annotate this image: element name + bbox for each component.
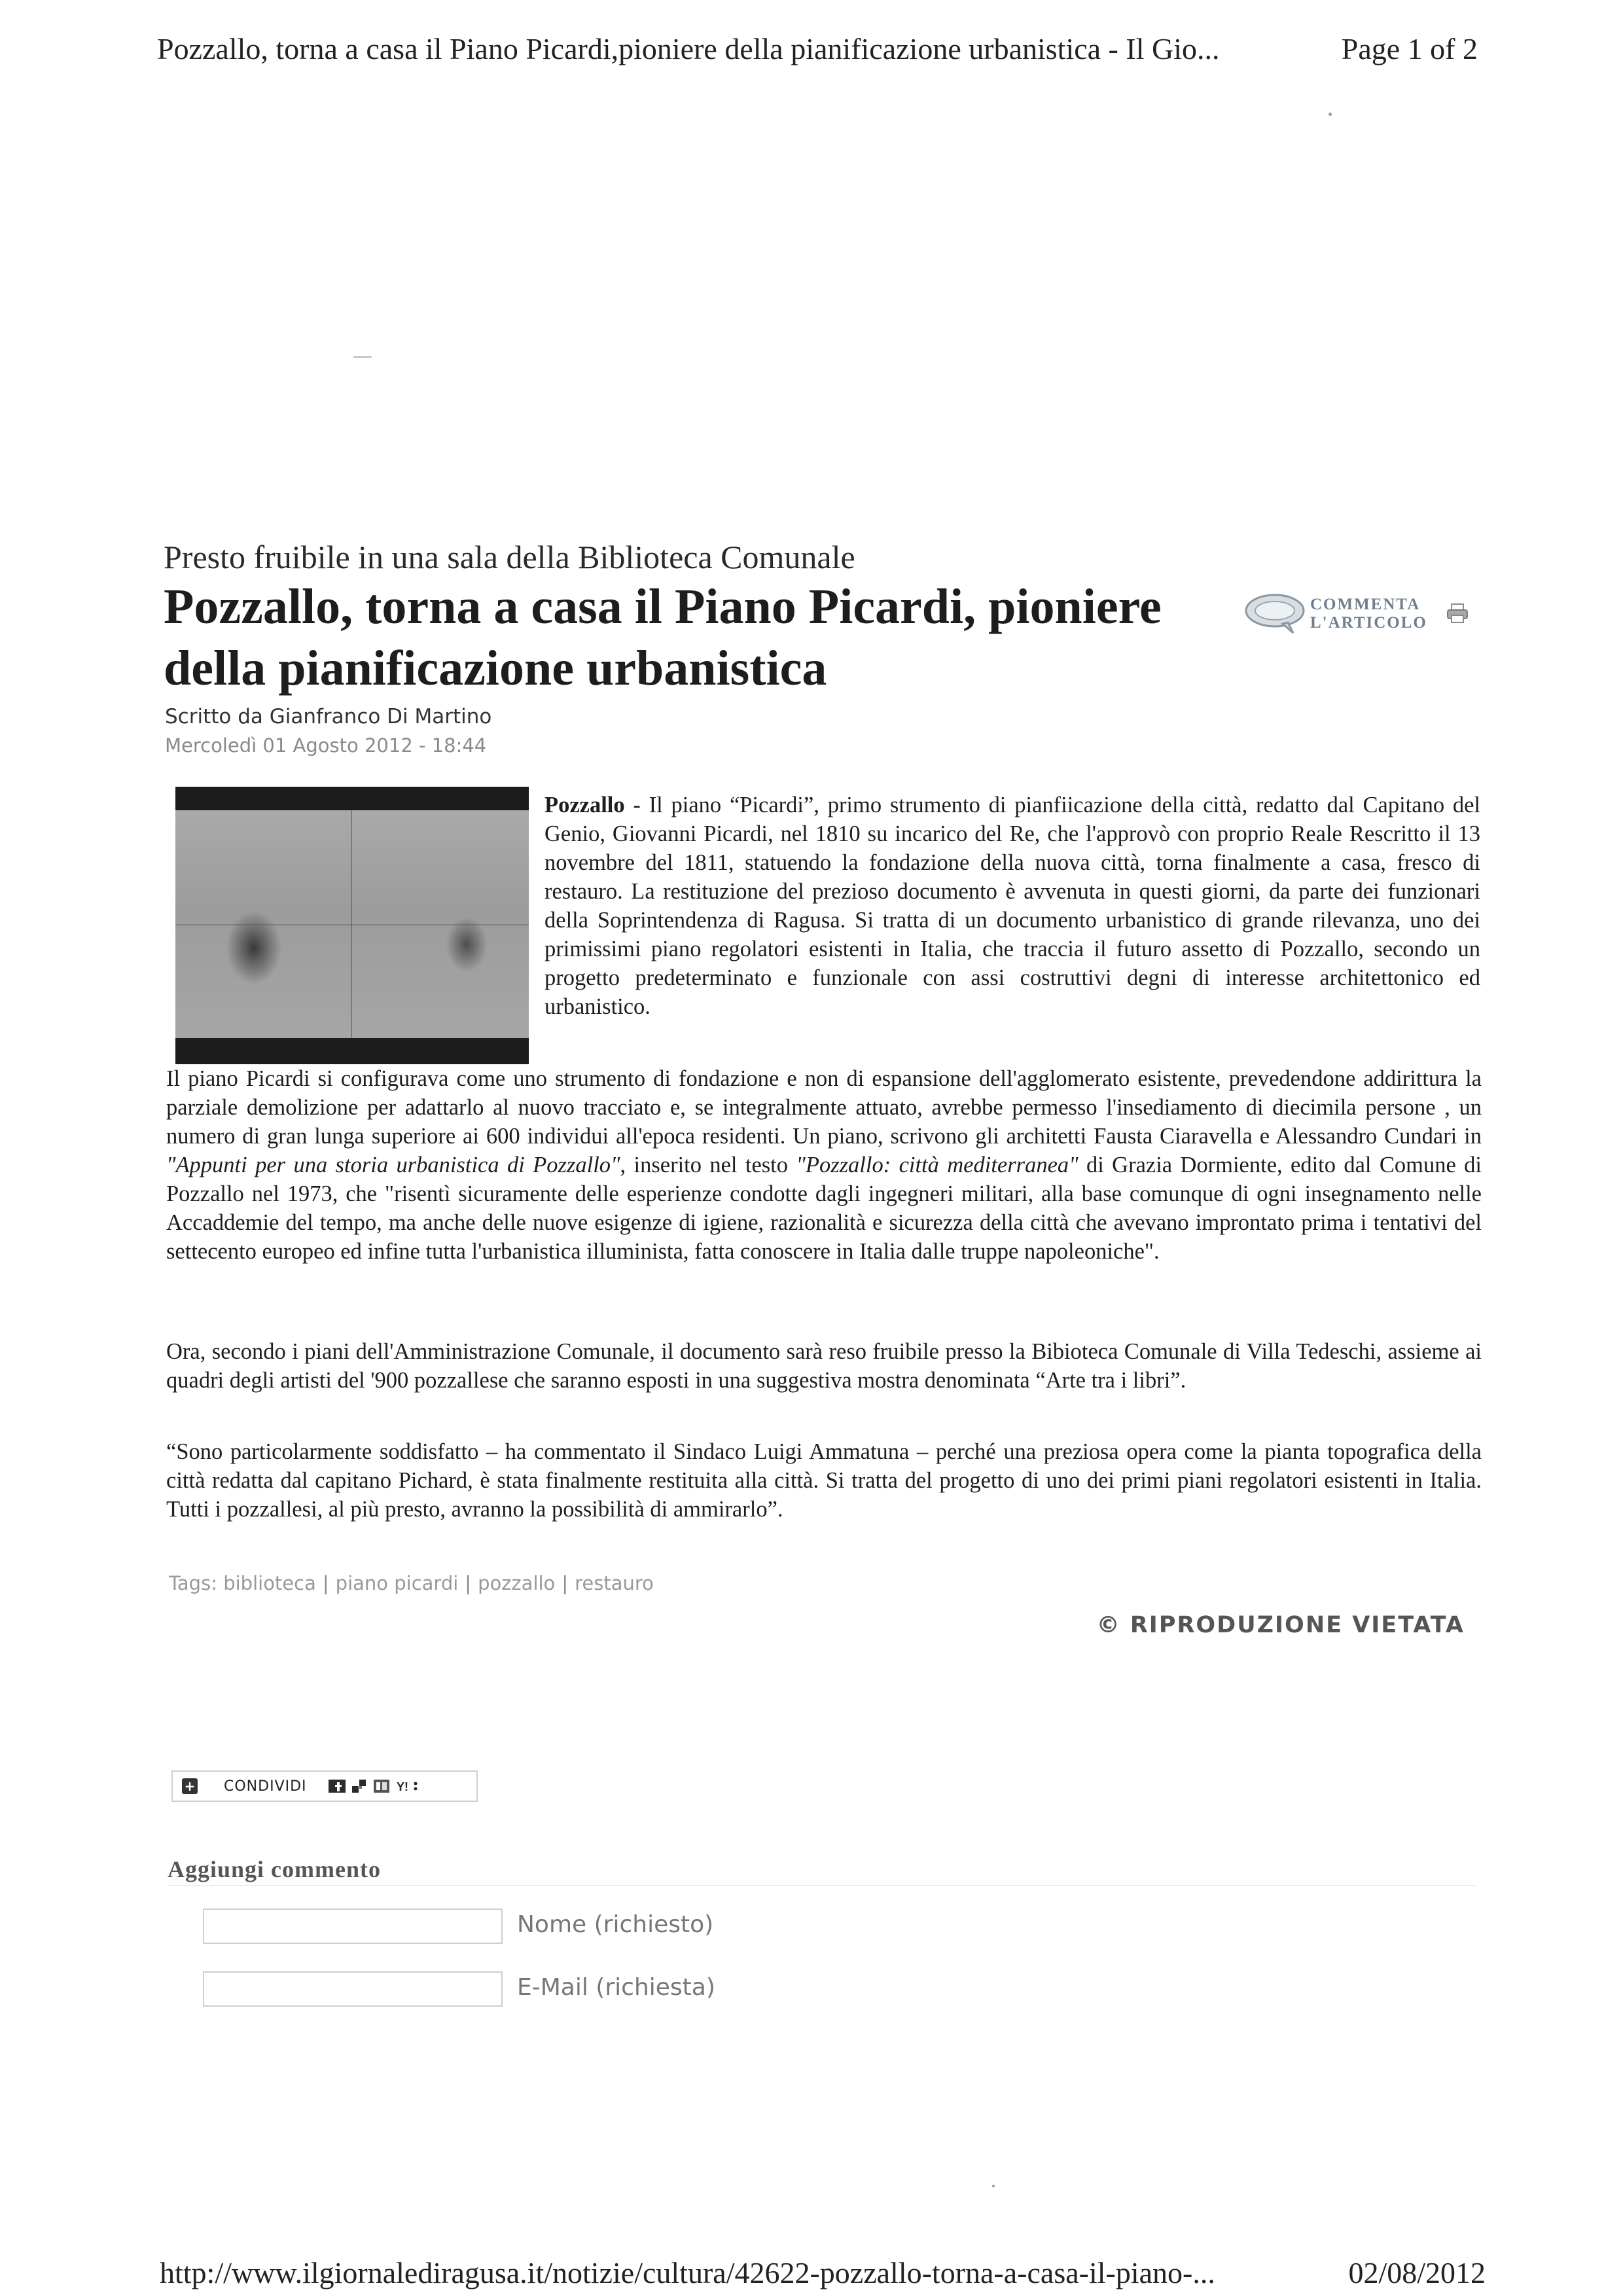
email-input[interactable] <box>203 1971 503 2007</box>
copyright-notice: © RIPRODUZIONE VIETATA <box>1096 1612 1465 1638</box>
facebook-icon[interactable] <box>328 1778 348 1794</box>
add-comment-divider <box>168 1885 1476 1886</box>
svg-text:Y!: Y! <box>396 1780 408 1793</box>
print-header-page-number: Page 1 of 2 <box>1341 32 1478 65</box>
tag-link[interactable]: piano picardi <box>335 1572 459 1594</box>
article-kicker: Presto fruibile in una sala della Biblioteca Comunale <box>164 539 855 575</box>
article-photo <box>175 787 529 1064</box>
lead-dateline-place: Pozzallo <box>544 793 625 817</box>
article-paragraph-2: Ora, secondo i piani dell'Amministrazione Comunale, il documento sarà reso fruibile presso la Bibioteca Comunale di Villa Tedeschi, assieme ai quadri degli artisti del '900 pozzallese che saranno esposti in una suggestiva mostra denominata “Arte tra i libri”. <box>166 1339 1482 1393</box>
share-label: CONDIVIDI <box>224 1778 307 1795</box>
article-author: Scritto da Gianfranco Di Martino <box>165 705 492 728</box>
share-button[interactable] <box>171 1770 478 1802</box>
plus-icon: + <box>182 1778 198 1794</box>
tag-separator: | <box>562 1572 569 1594</box>
article-headline: Pozzallo, torna a casa il Piano Picardi, pioniere della pianificazione urbanistica <box>164 579 1162 696</box>
article-tags <box>169 1572 654 1594</box>
article-paragraph-3: “Sono particolarmente soddisfatto – ha commentato il Sindaco Luigi Ammatuna – perché una preziosa opera come la pianta topografica della città redatta dal capitano Pichard, è stata finalmente restituita alla città. Si tratta del progetto di uno dei primi piani regolatori esistenti in Italia. Tutti i pozzallesi, al più presto, avranno la possibilità di ammirarlo”. <box>166 1439 1482 1522</box>
para1-text-a: Il piano Picardi si configurava come uno strumento di fondazione e non di espansione dell'agglomerato esistente, prevedendone addirittura la parziale demolizione per adattarlo al nuovo tracciato e, se integralmente attuato, avrebbe permesso l'insediamento di diecimila persone , un numero di gran lunga superiore ai 600 individui all'epoca residenti. Un piano, scrivono gli architetti Fausta Ciaravella e Alessandro Cundari in <box>166 1066 1482 1149</box>
name-field-label: Nome (richiesto) <box>517 1911 714 1938</box>
print-icon[interactable] <box>1446 602 1469 624</box>
speech-bubble-icon <box>1243 592 1306 636</box>
yahoo-icon[interactable] <box>396 1778 419 1794</box>
photo-crease-line <box>175 924 529 925</box>
comment-label-line2: L'ARTICOLO <box>1310 614 1427 632</box>
scan-speck <box>353 356 372 358</box>
article-lead-paragraph <box>544 791 1480 1021</box>
delicious-icon[interactable] <box>351 1778 368 1794</box>
article-date: Mercoledì 01 Agosto 2012 - 18:44 <box>165 734 487 757</box>
map-photo-image <box>175 810 529 1038</box>
tag-separator: | <box>465 1572 472 1594</box>
share-service-icons <box>328 1778 419 1794</box>
tag-link[interactable]: biblioteca <box>223 1572 316 1594</box>
digg-icon[interactable] <box>372 1778 392 1794</box>
tags-label: Tags: <box>169 1572 217 1594</box>
name-input[interactable] <box>203 1909 503 1944</box>
scan-speck <box>992 2185 995 2187</box>
add-comment-heading: Aggiungi commento <box>168 1856 381 1882</box>
comment-label-line1: COMMENTA <box>1310 596 1421 613</box>
tag-link[interactable]: pozzallo <box>478 1572 556 1594</box>
para1-text-c: , inserito nel testo <box>620 1153 796 1177</box>
comment-article-label <box>1310 596 1427 632</box>
print-header-title: Pozzallo, torna a casa il Piano Picardi,pioniere della pianificazione urbanistica - Il Gio... <box>157 32 1220 65</box>
tag-link[interactable]: restauro <box>575 1572 654 1594</box>
tag-separator: | <box>322 1572 329 1594</box>
para1-citation-2: "Pozzallo: città mediterranea" <box>796 1153 1079 1177</box>
comment-article-button[interactable] <box>1243 589 1440 639</box>
para1-text-e: di Grazia Dormiente, edito dal Comune di Pozzallo nel 1973, che "risentì sicuramente delle esperienze condotte dagli ingegneri militari, alla base comunque di ogni insegnamento nelle Accaddemie del tempo, ma anche delle nuove esigenze di igiene, razionalità e sicurezza della città che avevano improntato prima i tentativi del settecento europeo ed infine tutta l'urbanistica illuminista, fatta conoscere in Italia dalle truppe napoleoniche". <box>166 1153 1482 1264</box>
print-footer-date: 02/08/2012 <box>1348 2256 1486 2289</box>
article-paragraph-1 <box>166 1064 1482 1266</box>
print-footer-url: http://www.ilgiornalediragusa.it/notizie/cultura/42622-pozzallo-torna-a-casa-il-piano-... <box>160 2256 1215 2289</box>
para1-citation-1: "Appunti per una storia urbanistica di Pozzallo" <box>166 1153 620 1177</box>
scan-speck <box>1329 113 1332 116</box>
email-field-label: E-Mail (richiesta) <box>517 1974 715 2001</box>
lead-text: - Il piano “Picardi”, primo strumento di pianfiicazione della città, redatto dal Capitano del Genio, Giovanni Picardi, nel 1810 su incarico del Re, che l'approvò con proprio Reale Rescritto il 13 novembre del 1811, statuendo la fondazione della nuova città, torna finalmente a casa, fresco di restauro. La restituzione del prezioso documento è avvenuta in questi giorni, da parte dei funzionari della Soprintendenza di Ragusa. Si tratta di un documento urbanistico di grande rilevanza, uno dei primissimi piano regolatori esistenti in Italia, che traccia il futuro assetto di Pozzallo, secondo un progetto predeterminato e funzionale con assi costruttivi degni di interesse architettonico ed urbanistico. <box>544 793 1480 1019</box>
